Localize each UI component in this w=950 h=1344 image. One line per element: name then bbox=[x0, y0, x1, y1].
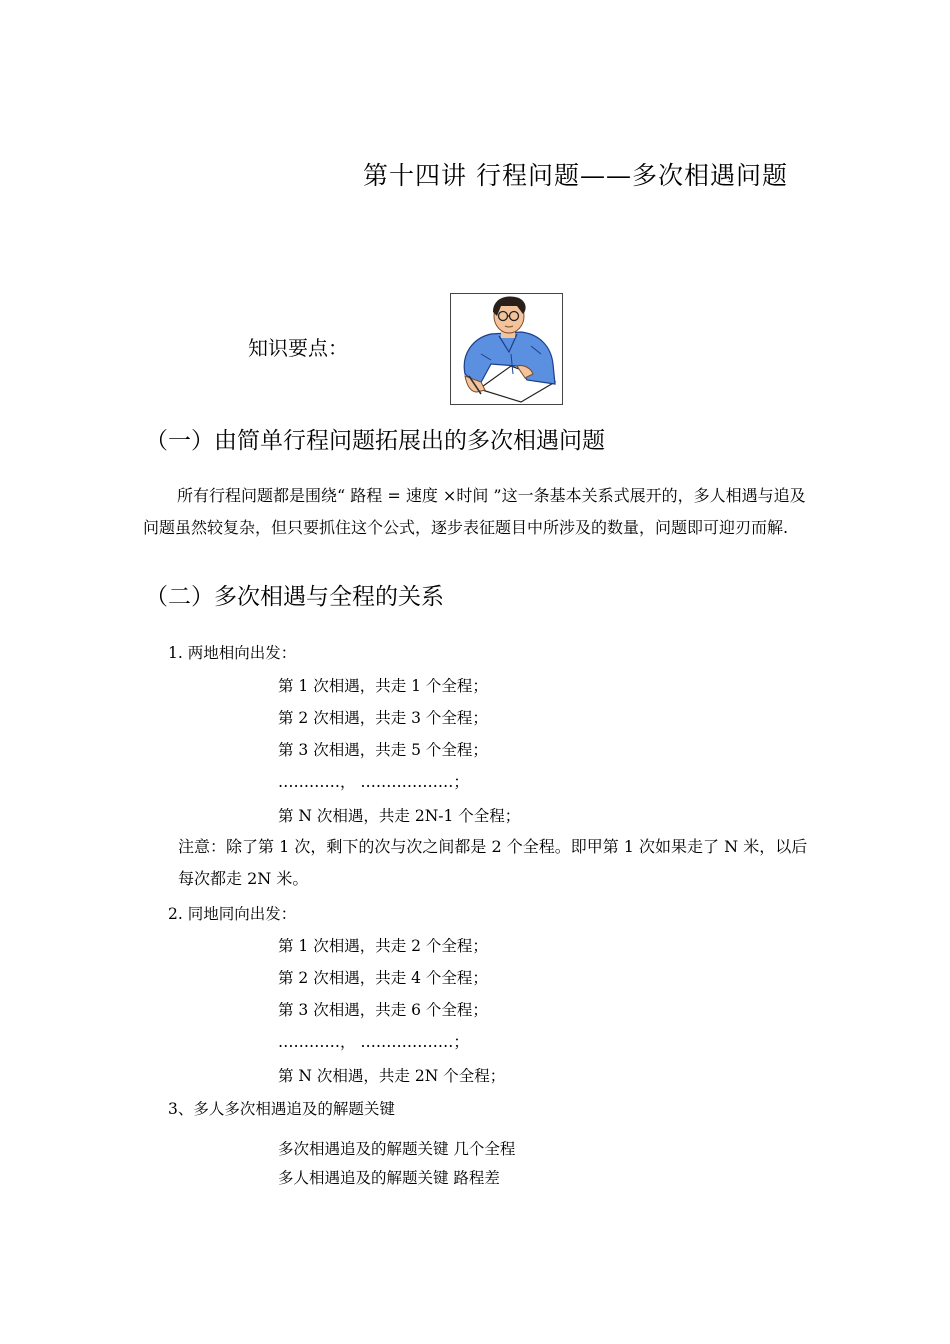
knowledge-points-label: 知识要点： bbox=[248, 336, 348, 360]
teacher-writing-illustration bbox=[450, 293, 563, 405]
part-1-line: 第 1 次相遇，共走 1 个全程； bbox=[278, 677, 488, 695]
part-2-line: 第 2 次相遇，共走 4 个全程； bbox=[278, 969, 488, 987]
part-1-line: …………， ………………； bbox=[278, 773, 469, 791]
part-1-line: 第 3 次相遇，共走 5 个全程； bbox=[278, 741, 488, 759]
part-3-label: 3、多人多次相遇追及的解题关键 bbox=[168, 1100, 395, 1118]
part-2-line: …………， ………………； bbox=[278, 1033, 469, 1051]
part-1-note: 注意：除了第 1 次，剩下的次与次之间都是 2 个全程。即甲第 1 次如果走了 N 米，以后每次都走 2N 米。 bbox=[178, 837, 808, 888]
part-1-line: 第 N 次相遇，共走 2N-1 个全程； bbox=[278, 807, 521, 825]
section-heading-2: （二）多次相遇与全程的关系 bbox=[145, 584, 444, 610]
part-2-line: 第 1 次相遇，共走 2 个全程； bbox=[278, 937, 488, 955]
part-2-label: 2. 同地同向出发： bbox=[168, 905, 297, 923]
page-title: 第十四讲 行程问题——多次相遇问题 bbox=[363, 161, 788, 190]
part-3-line: 多人相遇追及的解题关键 路程差 bbox=[278, 1169, 500, 1187]
part-2-line: 第 3 次相遇，共走 6 个全程； bbox=[278, 1001, 488, 1019]
part-2-line: 第 N 次相遇，共走 2N 个全程； bbox=[278, 1067, 506, 1085]
part-1-line: 第 2 次相遇，共走 3 个全程； bbox=[278, 709, 488, 727]
section-1-paragraph: 所有行程问题都是围绕“ 路程 = 速度 ×时间 ”这一条基本关系式展开的，多人相遇与追及问题虽然较复杂，但只要抓住这个公式，逐步表征题目中所涉及的数量，问题即可迎刃而解. bbox=[143, 486, 806, 537]
teacher-icon bbox=[451, 294, 562, 404]
part-3-line: 多次相遇追及的解题关键 几个全程 bbox=[278, 1140, 516, 1158]
section-heading-1: （一）由简单行程问题拓展出的多次相遇问题 bbox=[145, 428, 605, 454]
part-1-label: 1. 两地相向出发： bbox=[168, 644, 297, 662]
